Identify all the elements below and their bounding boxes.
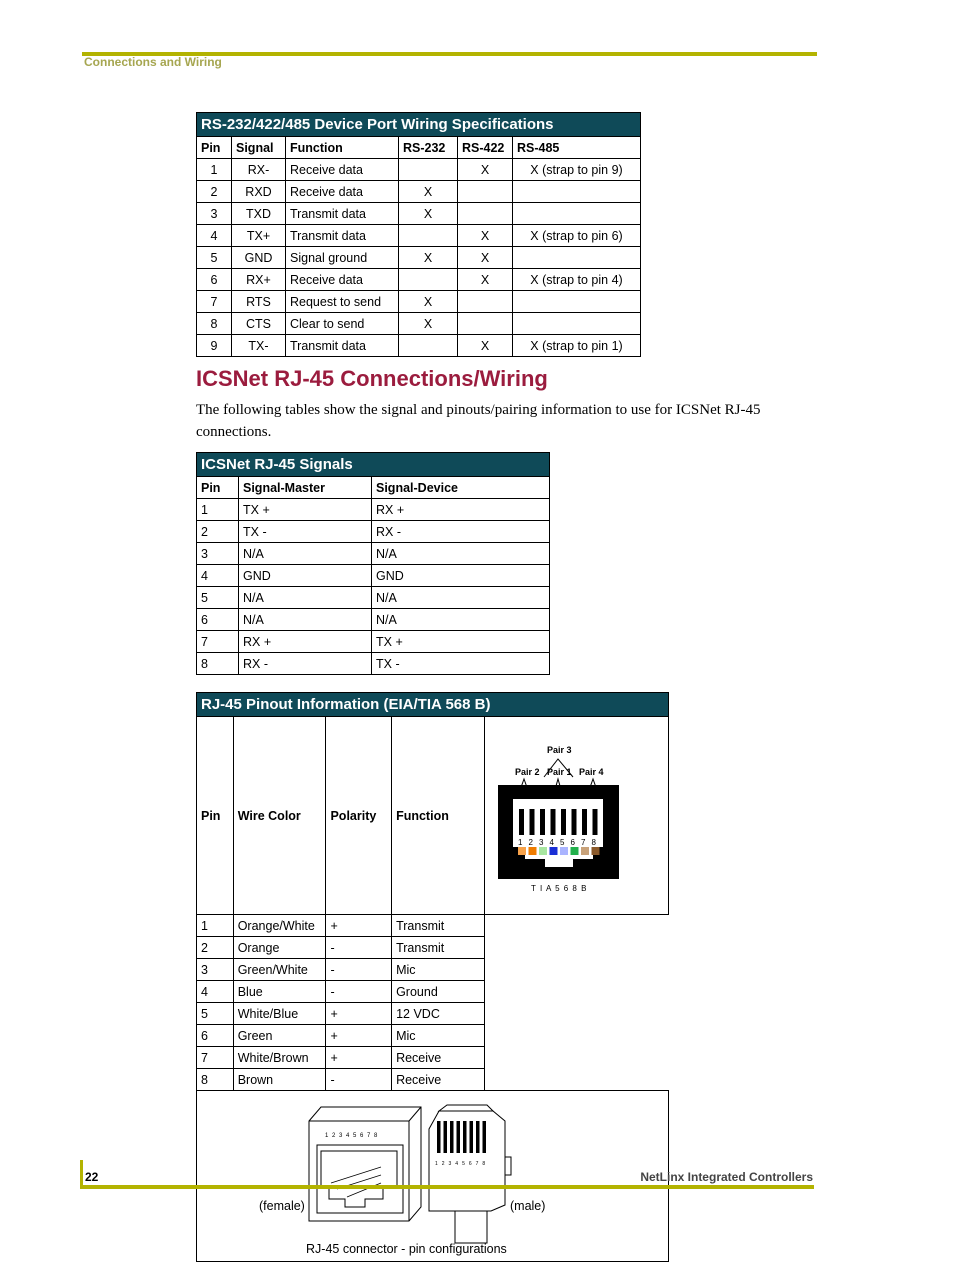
jack-pin (519, 809, 524, 835)
footer-rule (80, 1185, 814, 1189)
table-row (197, 1069, 669, 1091)
col-header: RS-232 (399, 137, 458, 159)
female-jack (309, 1107, 421, 1221)
table-cell: Green/White (233, 959, 326, 981)
table-cell: Mic (392, 1025, 485, 1047)
table-cell: RX + (372, 499, 550, 521)
table-cell: CTS (232, 313, 286, 335)
table-cell: RX- (232, 159, 286, 181)
table-header-row (197, 717, 669, 915)
table-cell: 7 (197, 631, 239, 653)
col-header: RS-485 (513, 137, 641, 159)
table-title: RJ-45 Pinout Information (EIA/TIA 568 B) (197, 693, 669, 717)
table-row (197, 981, 669, 1003)
wire-color-swatch (518, 847, 526, 855)
table-cell (513, 247, 641, 269)
pair1-label: Pair 1 (547, 767, 572, 777)
table-cell: + (326, 1047, 392, 1069)
jack-pin-number: 6 (570, 838, 575, 847)
table-row (197, 291, 641, 313)
table-row (197, 1003, 669, 1025)
table-row (197, 587, 550, 609)
table-header-row (197, 477, 550, 499)
table-row (197, 247, 641, 269)
table-cell: X (399, 313, 458, 335)
jack-pin-number: 5 (560, 838, 565, 847)
wire-color-swatch (560, 847, 568, 855)
table-cell (513, 291, 641, 313)
table-cell: Receive (392, 1069, 485, 1091)
table-cell (399, 159, 458, 181)
table-cell: 3 (197, 203, 232, 225)
table-cell: Transmit (392, 937, 485, 959)
table-row (197, 225, 641, 247)
rj45-pinout-table (196, 692, 669, 1262)
table-cell: 8 (197, 653, 239, 675)
device-port-wiring-table (196, 112, 641, 357)
table-cell: TX+ (232, 225, 286, 247)
table-cell: 6 (197, 269, 232, 291)
table-cell (458, 313, 513, 335)
table-cell: X (399, 247, 458, 269)
table-row (197, 181, 641, 203)
table-cell: 6 (197, 1025, 234, 1047)
table-cell: + (326, 915, 392, 937)
table-cell: N/A (239, 609, 372, 631)
table-cell: X (399, 203, 458, 225)
table-cell (399, 335, 458, 357)
table-cell (458, 181, 513, 203)
table-cell: 3 (197, 959, 234, 981)
table-cell: 3 (197, 543, 239, 565)
table-cell: 1 (197, 915, 234, 937)
table-cell (399, 269, 458, 291)
table-cell: N/A (239, 587, 372, 609)
table-row (197, 653, 550, 675)
table-cell: N/A (372, 543, 550, 565)
plug-contact (437, 1121, 441, 1153)
connector-caption: RJ-45 connector - pin configurations (306, 1242, 507, 1256)
table-cell: 5 (197, 587, 239, 609)
table-cell (399, 225, 458, 247)
table-cell: TX - (239, 521, 372, 543)
table-cell: X (458, 269, 513, 291)
wire-color-swatch (571, 847, 579, 855)
col-header: RS-422 (458, 137, 513, 159)
col-header: Pin (197, 717, 234, 915)
table-cell: Clear to send (286, 313, 399, 335)
col-header: Polarity (326, 717, 392, 915)
table-cell: 9 (197, 335, 232, 357)
tia568b-jack-diagram (485, 717, 668, 911)
jack-pin (530, 809, 535, 835)
col-header: Signal-Device (372, 477, 550, 499)
col-header: Wire Color (233, 717, 326, 915)
table-cell: X (458, 159, 513, 181)
table-row (197, 159, 641, 181)
jack-pin (561, 809, 566, 835)
plug-contact (457, 1121, 461, 1153)
icsnet-signals-table (196, 452, 550, 675)
table-cell: GND (372, 565, 550, 587)
table-cell: White/Blue (233, 1003, 326, 1025)
table-cell: Orange/White (233, 915, 326, 937)
jack-pin (582, 809, 587, 835)
table-cell: 2 (197, 937, 234, 959)
table-row (197, 915, 669, 937)
table-cell (458, 203, 513, 225)
table-cell: Transmit (392, 915, 485, 937)
table-cell (513, 181, 641, 203)
table-cell: - (326, 937, 392, 959)
table-cell: X (strap to pin 4) (513, 269, 641, 291)
table-cell: GND (239, 565, 372, 587)
female-pin-numbers: 1 2 3 4 5 6 7 8 (325, 1133, 379, 1139)
table-row (197, 313, 641, 335)
table-cell (458, 291, 513, 313)
table-cell: 7 (197, 291, 232, 313)
col-header: Pin (197, 477, 239, 499)
table-cell: X (399, 291, 458, 313)
table-cell: 4 (197, 565, 239, 587)
table-cell: N/A (372, 587, 550, 609)
table-row (197, 609, 550, 631)
table-title: ICSNet RJ-45 Signals (197, 453, 550, 477)
table-cell: Receive data (286, 269, 399, 291)
table-row (197, 335, 641, 357)
table-cell: Green (233, 1025, 326, 1047)
rj45-connector-diagram (197, 1091, 668, 1261)
table-cell: RTS (232, 291, 286, 313)
table-row (197, 565, 550, 587)
table-row (197, 521, 550, 543)
table-cell: Transmit data (286, 225, 399, 247)
col-header: Signal-Master (239, 477, 372, 499)
table-cell: 5 (197, 247, 232, 269)
jack-pin (572, 809, 577, 835)
table-cell: 12 VDC (392, 1003, 485, 1025)
male-plug (429, 1105, 511, 1243)
table-row (197, 1025, 669, 1047)
jack-pin-number: 2 (528, 838, 533, 847)
table-row (197, 1047, 669, 1069)
table-cell: + (326, 1003, 392, 1025)
table-cell: 5 (197, 1003, 234, 1025)
plug-contact (444, 1121, 448, 1153)
jack-pin-number: 3 (539, 838, 544, 847)
table-cell: N/A (372, 609, 550, 631)
table-cell: RX - (372, 521, 550, 543)
table-cell: X (strap to pin 9) (513, 159, 641, 181)
table-cell: - (326, 1069, 392, 1091)
wire-color-swatch (550, 847, 558, 855)
running-header: Connections and Wiring (84, 55, 222, 69)
table-cell: RX + (239, 631, 372, 653)
table-cell: Mic (392, 959, 485, 981)
male-label: (male) (510, 1199, 546, 1213)
jack-pin (540, 809, 545, 835)
pair2-label: Pair 2 (515, 767, 540, 777)
tia568b-diagram-cell (485, 717, 669, 915)
table-cell: 4 (197, 225, 232, 247)
table-cell (513, 203, 641, 225)
table-cell: TX + (239, 499, 372, 521)
table-cell: X (399, 181, 458, 203)
table-cell: Receive data (286, 159, 399, 181)
table-cell: 7 (197, 1047, 234, 1069)
table-row (197, 269, 641, 291)
table-cell: + (326, 1025, 392, 1047)
table-cell: - (326, 981, 392, 1003)
table-cell: Transmit data (286, 335, 399, 357)
table-cell: 6 (197, 609, 239, 631)
table-cell: - (326, 959, 392, 981)
standard-label: T I A 5 6 8 B (531, 884, 588, 893)
col-header: Pin (197, 137, 232, 159)
plug-contact (483, 1121, 487, 1153)
female-label: (female) (259, 1199, 305, 1213)
table-cell: 2 (197, 181, 232, 203)
plug-contact (476, 1121, 480, 1153)
col-header: Signal (232, 137, 286, 159)
col-header: Function (392, 717, 485, 915)
jack-pin (551, 809, 556, 835)
table-row (197, 937, 669, 959)
table-header-row (197, 137, 641, 159)
plug-contact (470, 1121, 474, 1153)
jack-pin-number: 4 (549, 838, 554, 847)
table-row (197, 499, 550, 521)
table-cell: RX - (239, 653, 372, 675)
plug-contact (463, 1121, 467, 1153)
table-cell: Request to send (286, 291, 399, 313)
table-cell: 8 (197, 313, 232, 335)
table-cell: TX + (372, 631, 550, 653)
table-cell: X (strap to pin 6) (513, 225, 641, 247)
table-row (197, 631, 550, 653)
jack-pin (593, 809, 598, 835)
section-title: ICSNet RJ-45 Connections/Wiring (196, 366, 548, 391)
table-row (197, 959, 669, 981)
table-cell: TX - (372, 653, 550, 675)
table-cell: Brown (233, 1069, 326, 1091)
table-cell: Ground (392, 981, 485, 1003)
jack-pin-number: 7 (581, 838, 586, 847)
table-cell: X (458, 247, 513, 269)
wire-color-swatch (529, 847, 537, 855)
table-row (197, 543, 550, 565)
pair4-label: Pair 4 (579, 767, 604, 777)
table-cell: Receive (392, 1047, 485, 1069)
intro-paragraph: The following tables show the signal and pinouts/pairing information to use for ICSNet RJ-45 connections. (196, 402, 761, 440)
table-cell: GND (232, 247, 286, 269)
wire-color-swatch (592, 847, 600, 855)
page-number: 22 (85, 1170, 99, 1184)
col-header: Function (286, 137, 399, 159)
table-cell: X (strap to pin 1) (513, 335, 641, 357)
table-cell: RX+ (232, 269, 286, 291)
table-cell: TXD (232, 203, 286, 225)
table-cell: Transmit data (286, 203, 399, 225)
table-cell: TX- (232, 335, 286, 357)
table-cell: Orange (233, 937, 326, 959)
table-cell: White/Brown (233, 1047, 326, 1069)
table-cell (513, 313, 641, 335)
connector-diagram-cell (197, 1091, 669, 1262)
table-cell: 2 (197, 521, 239, 543)
pair3-label: Pair 3 (547, 745, 572, 755)
table-cell: 8 (197, 1069, 234, 1091)
jack-pin-number: 8 (591, 838, 596, 847)
table-cell: 1 (197, 159, 232, 181)
table-cell: X (458, 225, 513, 247)
table-title: RS-232/422/485 Device Port Wiring Specifications (197, 113, 641, 137)
table-cell: N/A (239, 543, 372, 565)
jack-pin-number: 1 (518, 838, 523, 847)
plug-contact (450, 1121, 454, 1153)
wire-color-swatch (581, 847, 589, 855)
footer-rule-left (80, 1160, 83, 1188)
table-cell: Blue (233, 981, 326, 1003)
table-cell: X (458, 335, 513, 357)
table-row (197, 203, 641, 225)
table-cell: RXD (232, 181, 286, 203)
male-pin-numbers: 1 2 3 4 5 6 7 8 (435, 1161, 487, 1167)
running-footer: NetLinx Integrated Controllers (640, 1170, 813, 1184)
table-cell: Receive data (286, 181, 399, 203)
table-cell: 1 (197, 499, 239, 521)
table-cell: Signal ground (286, 247, 399, 269)
wire-color-swatch (539, 847, 547, 855)
table-cell: 4 (197, 981, 234, 1003)
